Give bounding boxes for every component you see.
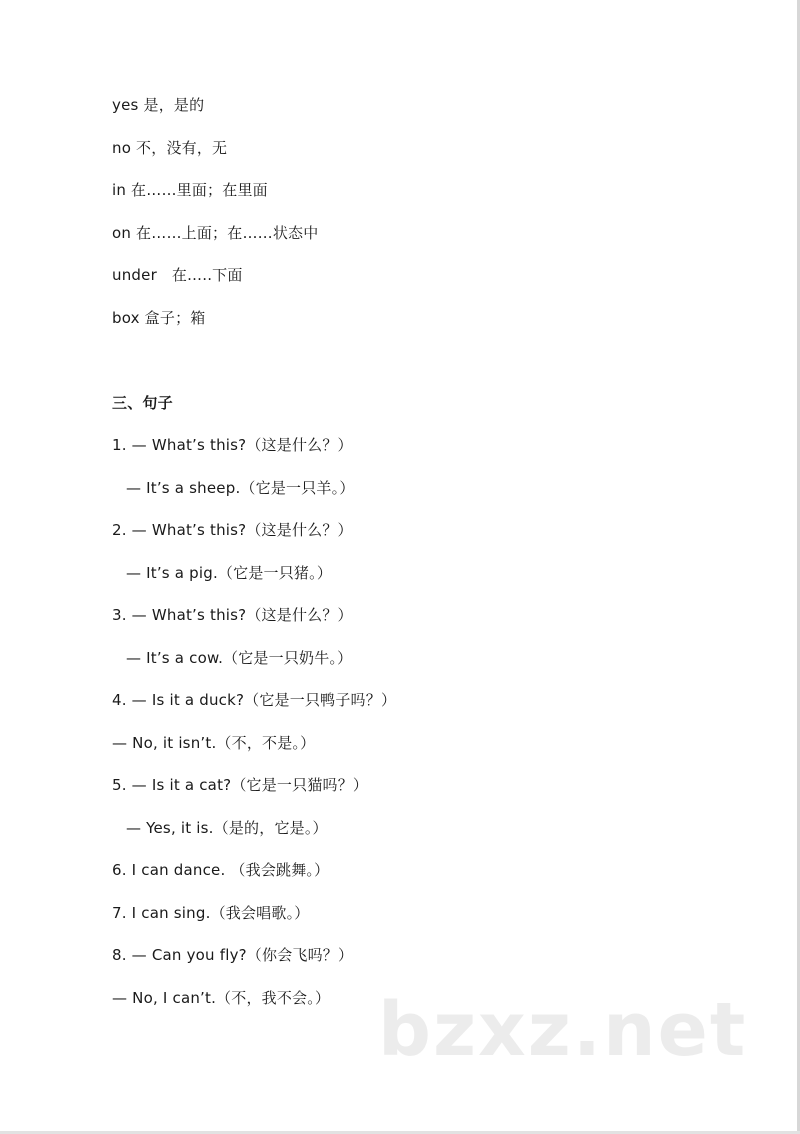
vocab-item-box: box 盒子；箱 [112,309,206,327]
vocab-item-in: in 在……里面；在里面 [112,181,268,199]
vocab-item-on: on 在……上面；在……状态中 [112,224,319,242]
vocab-item-yes: yes 是，是的 [112,96,205,114]
sentence-line: 3. — What’s this?（这是什么？） [112,606,353,624]
sentence-line: 7. I can sing.（我会唱歌。） [112,904,310,922]
sentence-line: 4. — Is it a duck?（它是一只鸭子吗？） [112,691,397,709]
sentence-line: 5. — Is it a cat?（它是一只猫吗？） [112,776,369,794]
sentence-line: 1. — What’s this?（这是什么？） [112,436,353,454]
sentence-line: — Yes, it is.（是的，它是。） [121,819,328,837]
sentence-line: — It’s a cow.（它是一只奶牛。） [121,649,353,667]
sentence-line: — It’s a pig.（它是一只猪。） [121,564,333,582]
sentence-line: — No, I can’t.（不，我不会。） [112,989,331,1007]
sentence-line: 2. — What’s this?（这是什么？） [112,521,353,539]
watermark: bzxz.net [378,987,748,1073]
sentence-line: 6. I can dance. （我会跳舞。） [112,861,330,879]
vocab-item-under: under 在…..下面 [112,266,243,284]
vocab-item-no: no 不，没有，无 [112,139,228,157]
sentence-line: 8. — Can you fly?（你会飞吗？） [112,946,354,964]
sentence-line: — It’s a sheep.（它是一只羊。） [121,479,355,497]
section-heading: 三、句子 [112,394,173,412]
sentence-line: — No, it isn’t.（不，不是。） [112,734,316,752]
